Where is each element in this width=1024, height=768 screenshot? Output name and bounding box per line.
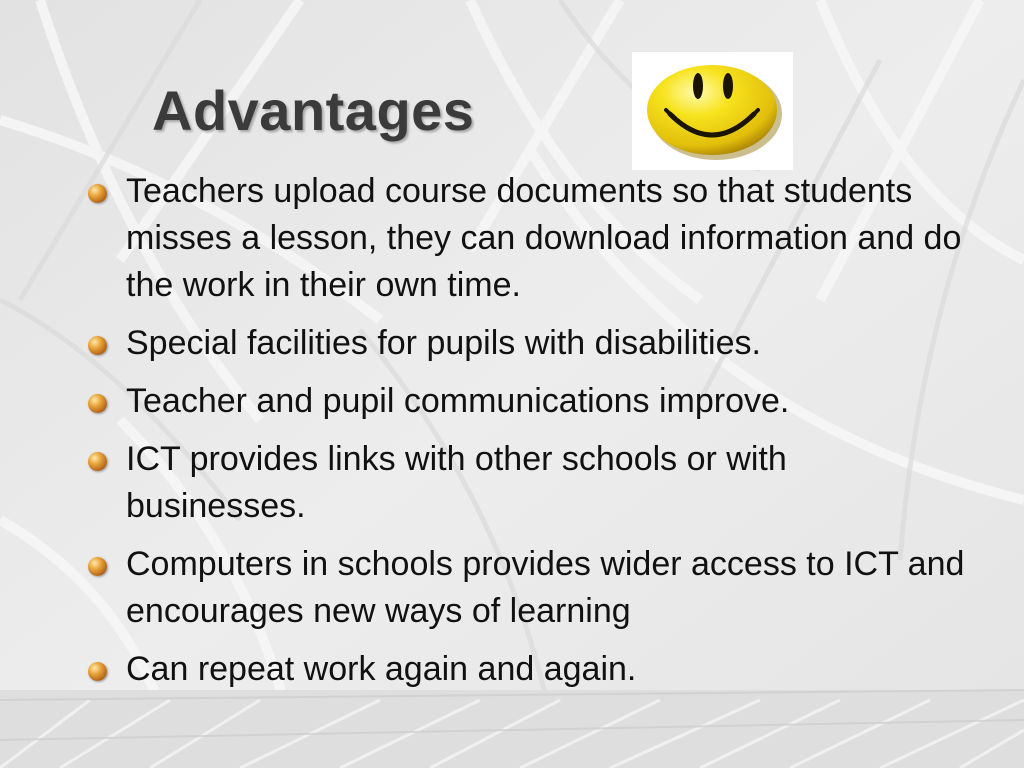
smiley-face-image (632, 52, 793, 170)
slide-title: Advantages (152, 79, 475, 142)
bullet-icon (88, 336, 107, 355)
bullet-text: Teacher and pupil communications improve. (126, 382, 790, 420)
bullet-icon (88, 557, 107, 576)
bullet-icon (88, 184, 107, 203)
bullet-text: Teachers upload course documents so that students misses a lesson, they can download information and do the work in their own time. (126, 172, 962, 304)
bullet-icon (88, 394, 107, 413)
list-item (86, 541, 966, 635)
list-item (86, 436, 966, 530)
bullet-text: Special facilities for pupils with disabilities. (126, 324, 761, 362)
smiley-face-icon (632, 52, 793, 170)
list-item (86, 646, 966, 693)
list-item (86, 378, 966, 425)
bullet-list (86, 168, 966, 704)
bullet-icon (88, 662, 107, 681)
bullet-text: Computers in schools provides wider access to ICT and encourages new ways of learning (126, 545, 965, 630)
list-item (86, 320, 966, 367)
bullet-text: Can repeat work again and again. (126, 650, 637, 688)
list-item (86, 168, 966, 309)
bullet-text: ICT provides links with other schools or with businesses. (126, 440, 787, 525)
bullet-icon (88, 452, 107, 471)
